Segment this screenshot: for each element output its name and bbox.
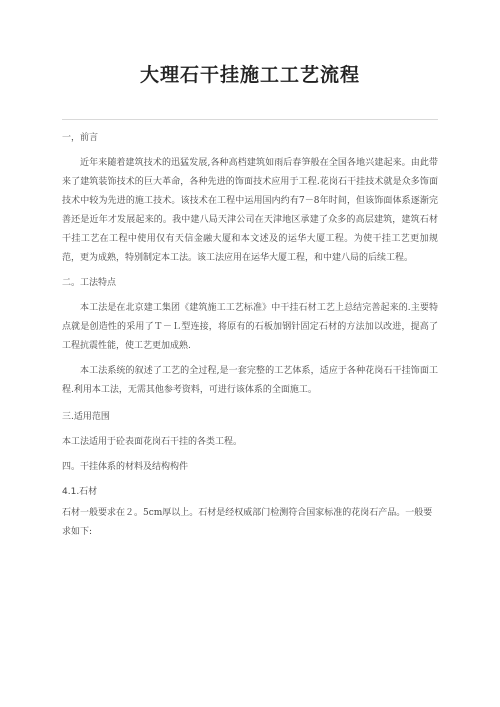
document-body	[62, 129, 438, 548]
paragraph-preface: 近年来随着建筑技术的迅猛发展,各种高档建筑如雨后春笋般在全国各地兴建起来。由此带来了建筑装饰技术的巨大革命，各种先进的饰面技术应用于工程.花岗石干挂技术就是众多饰面技术中较为先进的施工技术。该技术在工程中运用国内约有7－8年时间，但该饰面体系逐渐完善还是近年才发展起来的。我中建八局天津公司在天津地区承建了众多的高层建筑，建筑石材干挂工艺在工程中使用仅有天信金融大厦和本文述及的运华大厦工程。为使干挂工艺更加规范，更为成熟，特别制定本工法。该工法应用在运华大厦工程，和中建八局的后续工程。	[62, 158, 438, 263]
title-divider	[62, 119, 438, 120]
section-heading-preface: 一，前言	[62, 133, 99, 143]
paragraph-features-1: 本工法是在北京建工集团《建筑施工工艺标准》中干挂石材工艺上总结完善起来的.主要特点就是创造性的采用了Ｔ－Ｌ型连接，将原有的石板加钢针固定石材的方法加以改进，提高了工程抗震性能，使工艺更加成熟.	[62, 303, 438, 351]
paragraph-stone: 石材一般要求在２。5cm厚以上。石材是经权威部门检测符合国家标准的花岗石产品。一般要求如下:	[62, 508, 433, 537]
section-heading-materials: 四。干挂体系的材料及结构构件	[62, 462, 189, 472]
section-heading-scope: 三.适用范围	[62, 412, 110, 422]
subsection-heading-stone: 4.1.石材	[62, 487, 98, 497]
paragraph-scope: 本工法适用于砼表面花岗石干挂的各类工程。	[62, 437, 243, 447]
document-title: 大理石干挂施工工艺流程	[139, 64, 360, 86]
paragraph-features-2: 本工法系统的叙述了工艺的全过程,是一套完整的工艺体系，适应于各种花岗石干挂饰面工程.利用本工法，无需其他参考资料，可进行该体系的全面施工。	[62, 366, 438, 395]
section-heading-features: 二。工法特点	[62, 278, 117, 288]
